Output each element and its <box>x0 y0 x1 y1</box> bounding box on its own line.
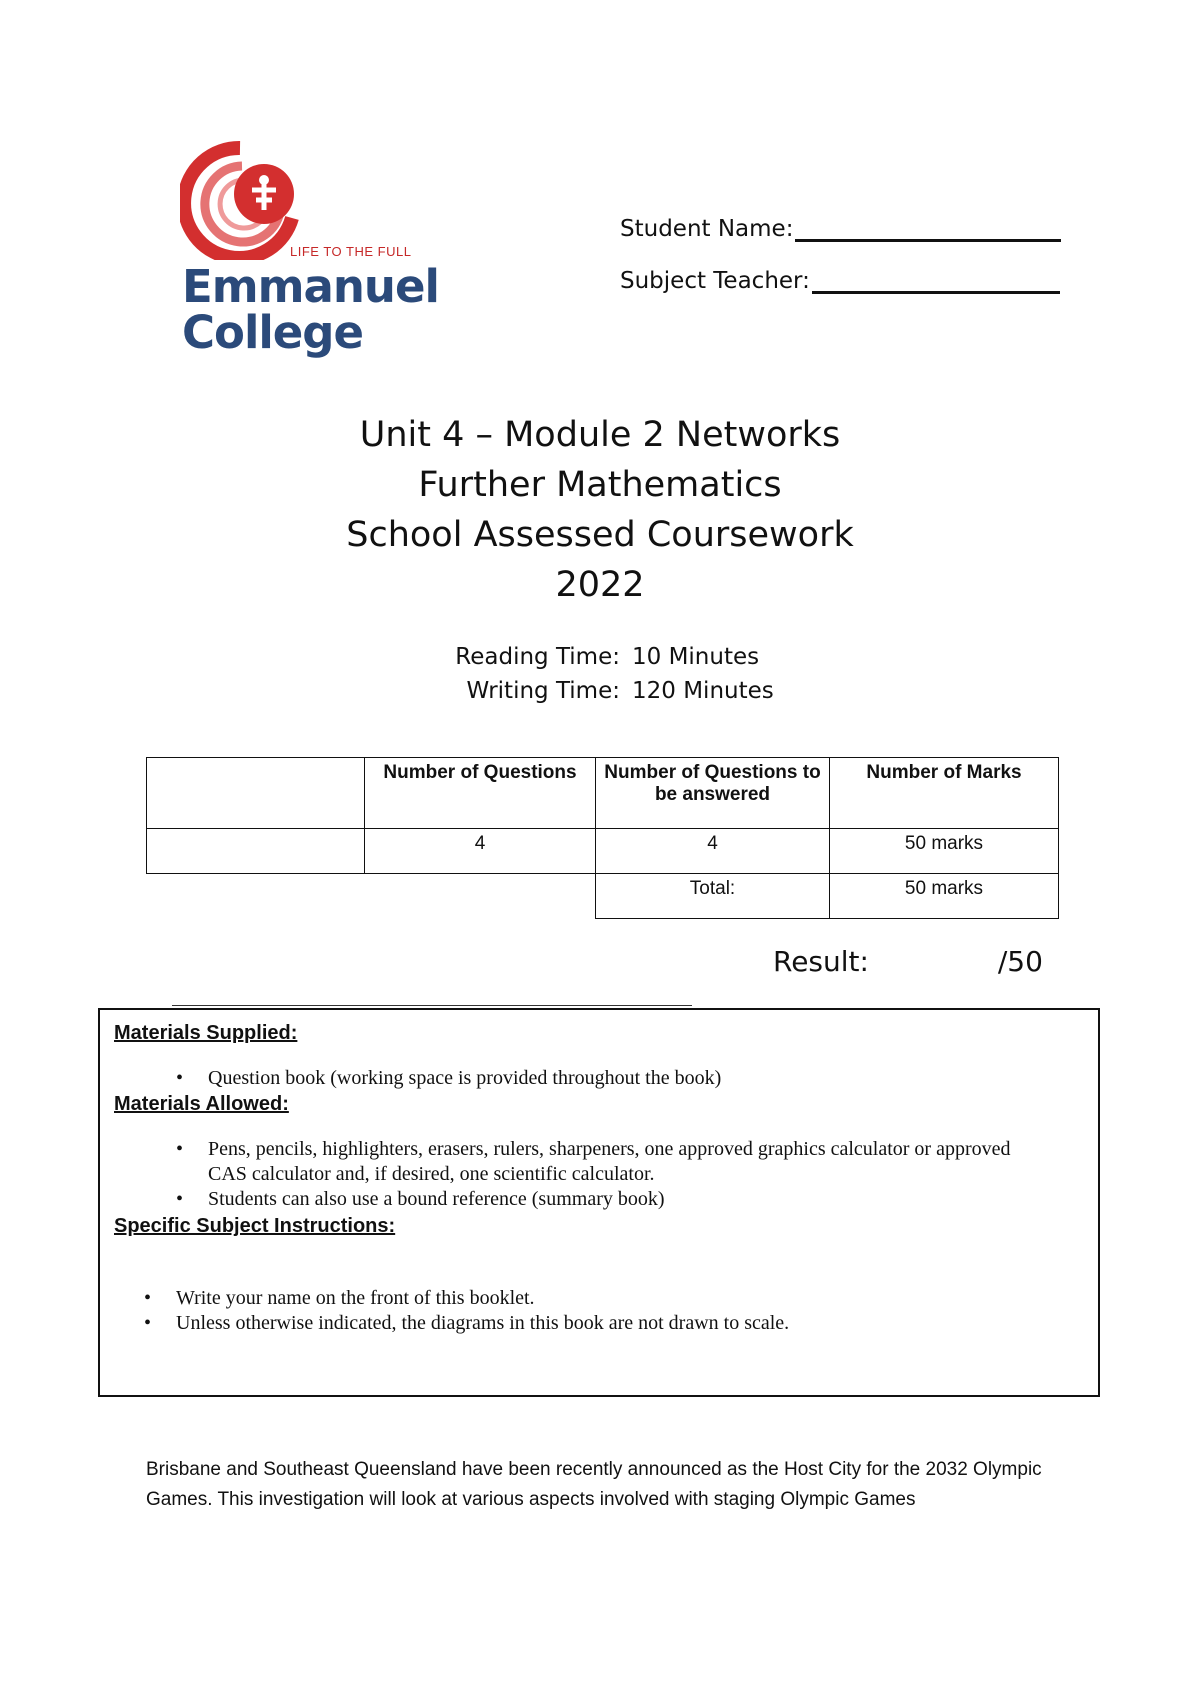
table-cell <box>147 829 365 874</box>
student-name-label: Student Name: <box>620 216 794 242</box>
subject-teacher-field <box>620 242 1061 294</box>
table-header-row <box>147 758 1059 829</box>
list-item: • Unless otherwise indicated, the diagrams in this book are not drawn to scale. <box>138 1311 1038 1336</box>
title-line-year: 2022 <box>555 565 645 605</box>
logo-swirl-icon <box>180 140 310 260</box>
result-line <box>773 945 1043 978</box>
table-header-cell: Number of Questions <box>365 758 596 829</box>
writing-time-row <box>440 674 774 708</box>
logo-name-line2: College <box>182 306 364 359</box>
specific-instructions-list <box>138 1286 1038 1336</box>
materials-allowed-heading: Materials Allowed: <box>114 1093 289 1115</box>
result-label: Result: <box>773 945 869 978</box>
table-cell: 4 <box>596 829 830 874</box>
specific-instructions-heading: Specific Subject Instructions: <box>114 1215 396 1237</box>
table-total-label: Total: <box>596 874 830 919</box>
materials-allowed-list <box>170 1137 1050 1212</box>
logo-name <box>182 260 439 359</box>
table-total-row <box>147 874 1059 919</box>
table-header-cell: Number of Marks <box>830 758 1059 829</box>
title-line-subject: Further Mathematics <box>418 465 782 505</box>
list-item: • Pens, pencils, highlighters, erasers, rulers, sharpeners, one approved graphics calculator or approved CAS calculator and, if desired, one scientific calculator. <box>170 1137 1050 1187</box>
result-score: /50 <box>997 945 1043 978</box>
table-empty-cell <box>147 874 365 919</box>
intro-paragraph: Brisbane and Southeast Queensland have been recently announced as the Host City for the 2032 Olympic Games. This investigation will look at various aspects involved with staging Olympic Games <box>146 1459 1042 1510</box>
title-line-unit: Unit 4 – Module 2 Networks <box>359 415 841 455</box>
divider-line <box>172 1005 692 1006</box>
reading-time-row <box>440 640 774 674</box>
list-item: • Students can also use a bound reference (summary book) <box>170 1187 1050 1212</box>
reading-time-label: Reading Time: <box>455 644 620 670</box>
table-total-value: 50 marks <box>830 874 1059 919</box>
table-header-cell <box>147 758 365 829</box>
list-item: • Question book (working space is provided throughout the book) <box>170 1066 1050 1091</box>
instructions-box <box>98 1008 1100 1397</box>
writing-time-label: Writing Time: <box>466 678 620 704</box>
table-cell: 50 marks <box>830 829 1059 874</box>
title-line-type: School Assessed Coursework <box>346 515 854 555</box>
table-empty-cell <box>365 874 596 919</box>
subject-teacher-input-line[interactable] <box>812 267 1060 294</box>
table-header-cell: Number of Questions to be answered <box>596 758 830 829</box>
student-name-input-line[interactable] <box>795 215 1061 242</box>
writing-time-value: 120 Minutes <box>632 678 774 704</box>
logo-name-line1: Emmanuel <box>182 260 439 313</box>
table-row <box>147 829 1059 874</box>
exam-times <box>440 640 774 708</box>
document-title <box>0 410 1200 610</box>
materials-supplied-list <box>170 1066 1050 1091</box>
student-name-field <box>620 190 1061 242</box>
subject-teacher-label: Subject Teacher: <box>620 268 810 294</box>
reading-time-value: 10 Minutes <box>632 644 760 670</box>
table-cell: 4 <box>365 829 596 874</box>
college-logo <box>180 140 439 370</box>
list-item: • Write your name on the front of this booklet. <box>138 1286 1038 1311</box>
student-fields <box>620 190 1061 294</box>
marks-summary-table <box>146 757 1059 919</box>
logo-tagline: LIFE TO THE FULL <box>290 244 412 259</box>
materials-supplied-heading: Materials Supplied: <box>114 1022 298 1044</box>
